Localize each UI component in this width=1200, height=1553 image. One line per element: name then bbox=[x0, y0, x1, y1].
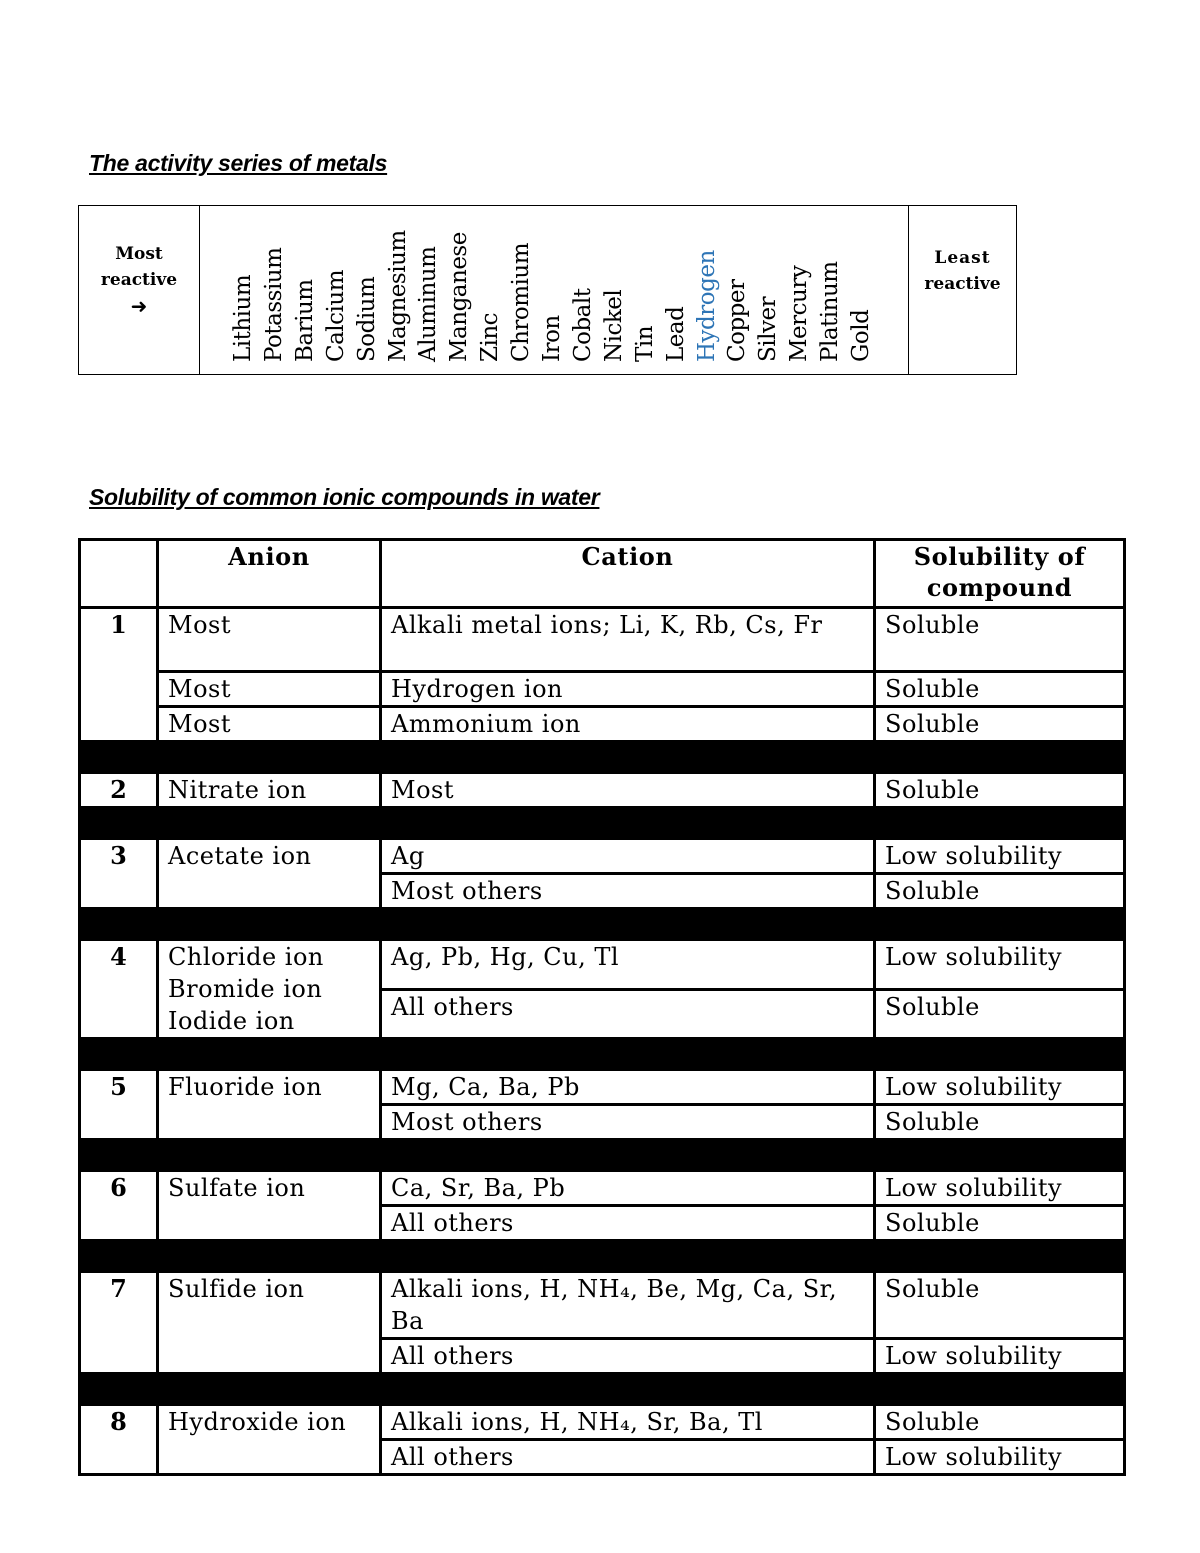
metal-copper: Copper bbox=[724, 279, 751, 362]
metals-list bbox=[200, 206, 908, 374]
separator-cell bbox=[80, 1039, 1125, 1070]
metal-iron: Iron bbox=[539, 315, 565, 362]
group-number: 6 bbox=[80, 1171, 158, 1241]
cation-cell: Alkali metal ions; Li, K, Rb, Cs, Fr bbox=[381, 608, 875, 672]
separator-cell bbox=[80, 1374, 1125, 1405]
anion-cell: Sulfate ion bbox=[158, 1171, 381, 1241]
table-row bbox=[80, 1272, 1125, 1339]
cation-cell: Ag bbox=[381, 839, 875, 874]
solubility-cell: Low solubility bbox=[875, 940, 1125, 990]
table-row bbox=[80, 1405, 1125, 1440]
solubility-cell: Soluble bbox=[875, 1105, 1125, 1140]
cation-cell: Ammonium ion bbox=[381, 707, 875, 742]
cation-cell: All others bbox=[381, 1339, 875, 1374]
solubility-cell: Soluble bbox=[875, 707, 1125, 742]
separator-cell bbox=[80, 1241, 1125, 1272]
solubility-cell: Low solubility bbox=[875, 839, 1125, 874]
metal-barium: Barium bbox=[291, 279, 318, 362]
table-row bbox=[80, 608, 1125, 672]
separator-row bbox=[80, 909, 1125, 940]
anion-cell: Sulfide ion bbox=[158, 1272, 381, 1374]
group-number: 4 bbox=[80, 940, 158, 1039]
metal-sodium: Sodium bbox=[353, 276, 380, 362]
anion-cell: Most bbox=[158, 672, 381, 707]
metal-potassium: Potassium bbox=[260, 247, 287, 362]
solubility-cell: Low solubility bbox=[875, 1440, 1125, 1475]
solubility-cell: Soluble bbox=[875, 773, 1125, 808]
metal-mercury: Mercury bbox=[786, 265, 813, 362]
table-row bbox=[80, 672, 1125, 707]
metal-aluminum: Aluminum bbox=[415, 246, 442, 362]
group-number: 3 bbox=[80, 839, 158, 909]
anion-name: Chloride ion bbox=[168, 943, 324, 971]
cation-cell: Hydrogen ion bbox=[381, 672, 875, 707]
least-reactive-label bbox=[908, 206, 1016, 374]
separator-row bbox=[80, 808, 1125, 839]
separator-row bbox=[80, 1039, 1125, 1070]
cation-cell: All others bbox=[381, 1206, 875, 1241]
cation-cell: Alkali ions, H, NH₄, Sr, Ba, Tl bbox=[381, 1405, 875, 1440]
metal-calcium: Calcium bbox=[322, 269, 349, 362]
group-number: 2 bbox=[80, 773, 158, 808]
metal-hydrogen: Hydrogen bbox=[693, 250, 720, 362]
cation-cell: Alkali ions, H, NH₄, Be, Mg, Ca, Sr, Ba bbox=[381, 1272, 875, 1339]
metal-chromium: Chromium bbox=[508, 242, 535, 362]
cation-cell: Most bbox=[381, 773, 875, 808]
separator-row bbox=[80, 1374, 1125, 1405]
solubility-table bbox=[78, 538, 1126, 1476]
anion-name: Iodide ion bbox=[168, 1007, 295, 1035]
table-row bbox=[80, 707, 1125, 742]
group-number: 1 bbox=[80, 608, 158, 742]
metal-manganese: Manganese bbox=[446, 232, 473, 362]
separator-row bbox=[80, 742, 1125, 773]
metal-silver: Silver bbox=[755, 296, 782, 362]
cation-cell: Mg, Ca, Ba, Pb bbox=[381, 1070, 875, 1105]
metal-platinum: Platinum bbox=[817, 261, 844, 362]
separator-row bbox=[80, 1241, 1125, 1272]
metal-cobalt: Cobalt bbox=[569, 288, 596, 362]
least-reactive-line2: reactive bbox=[924, 274, 1001, 294]
anion-cell: Acetate ion bbox=[158, 839, 381, 909]
solubility-cell: Low solubility bbox=[875, 1070, 1125, 1105]
cation-cell: All others bbox=[381, 989, 875, 1039]
least-reactive-line1: Least bbox=[934, 248, 991, 268]
cation-cell: Most others bbox=[381, 874, 875, 909]
solubility-cell: Soluble bbox=[875, 608, 1125, 672]
separator-row bbox=[80, 1140, 1125, 1171]
solubility-cell: Soluble bbox=[875, 1272, 1125, 1339]
metal-lead: Lead bbox=[662, 306, 689, 362]
separator-cell bbox=[80, 909, 1125, 940]
cation-cell: Ag, Pb, Hg, Cu, Tl bbox=[381, 940, 875, 990]
solubility-heading: Solubility of common ionic compounds in water bbox=[89, 484, 600, 510]
metal-gold: Gold bbox=[848, 309, 874, 362]
header-number bbox=[80, 540, 158, 608]
header-cation: Cation bbox=[381, 540, 875, 608]
cation-cell: Ca, Sr, Ba, Pb bbox=[381, 1171, 875, 1206]
right-arrow-icon: ➜ bbox=[130, 294, 148, 318]
metal-magnesium: Magnesium bbox=[384, 230, 411, 362]
group-number: 5 bbox=[80, 1070, 158, 1140]
cation-cell: Most others bbox=[381, 1105, 875, 1140]
solubility-cell: Soluble bbox=[875, 1206, 1125, 1241]
solubility-cell: Low solubility bbox=[875, 1339, 1125, 1374]
anion-cell: Fluoride ion bbox=[158, 1070, 381, 1140]
header-solubility: Solubility of compound bbox=[875, 540, 1125, 608]
metal-tin: Tin bbox=[631, 325, 658, 362]
metal-zinc: Zinc bbox=[477, 312, 504, 362]
anion-name: Bromide ion bbox=[168, 975, 323, 1003]
separator-cell bbox=[80, 808, 1125, 839]
cation-cell: All others bbox=[381, 1440, 875, 1475]
metal-lithium: Lithium bbox=[230, 274, 256, 362]
group-number: 7 bbox=[80, 1272, 158, 1374]
table-row bbox=[80, 1070, 1125, 1105]
solubility-cell: Soluble bbox=[875, 672, 1125, 707]
solubility-cell: Soluble bbox=[875, 874, 1125, 909]
solubility-cell: Soluble bbox=[875, 989, 1125, 1039]
table-row bbox=[80, 1171, 1125, 1206]
table-row bbox=[80, 940, 1125, 990]
solubility-cell: Low solubility bbox=[875, 1171, 1125, 1206]
anion-cell: Most bbox=[158, 608, 381, 672]
header-anion: Anion bbox=[158, 540, 381, 608]
anion-cell bbox=[158, 940, 381, 1039]
activity-series-box bbox=[78, 205, 1017, 375]
solubility-cell: Soluble bbox=[875, 1405, 1125, 1440]
most-reactive-line1: Most bbox=[115, 244, 163, 264]
anion-cell: Hydroxide ion bbox=[158, 1405, 381, 1475]
anion-cell: Nitrate ion bbox=[158, 773, 381, 808]
group-number: 8 bbox=[80, 1405, 158, 1475]
table-row bbox=[80, 839, 1125, 874]
table-row bbox=[80, 773, 1125, 808]
anion-cell: Most bbox=[158, 707, 381, 742]
activity-series-heading: The activity series of metals bbox=[89, 150, 388, 176]
separator-cell bbox=[80, 742, 1125, 773]
most-reactive-label bbox=[79, 206, 200, 374]
metal-nickel: Nickel bbox=[600, 289, 627, 362]
separator-cell bbox=[80, 1140, 1125, 1171]
most-reactive-line2: reactive bbox=[100, 270, 178, 290]
